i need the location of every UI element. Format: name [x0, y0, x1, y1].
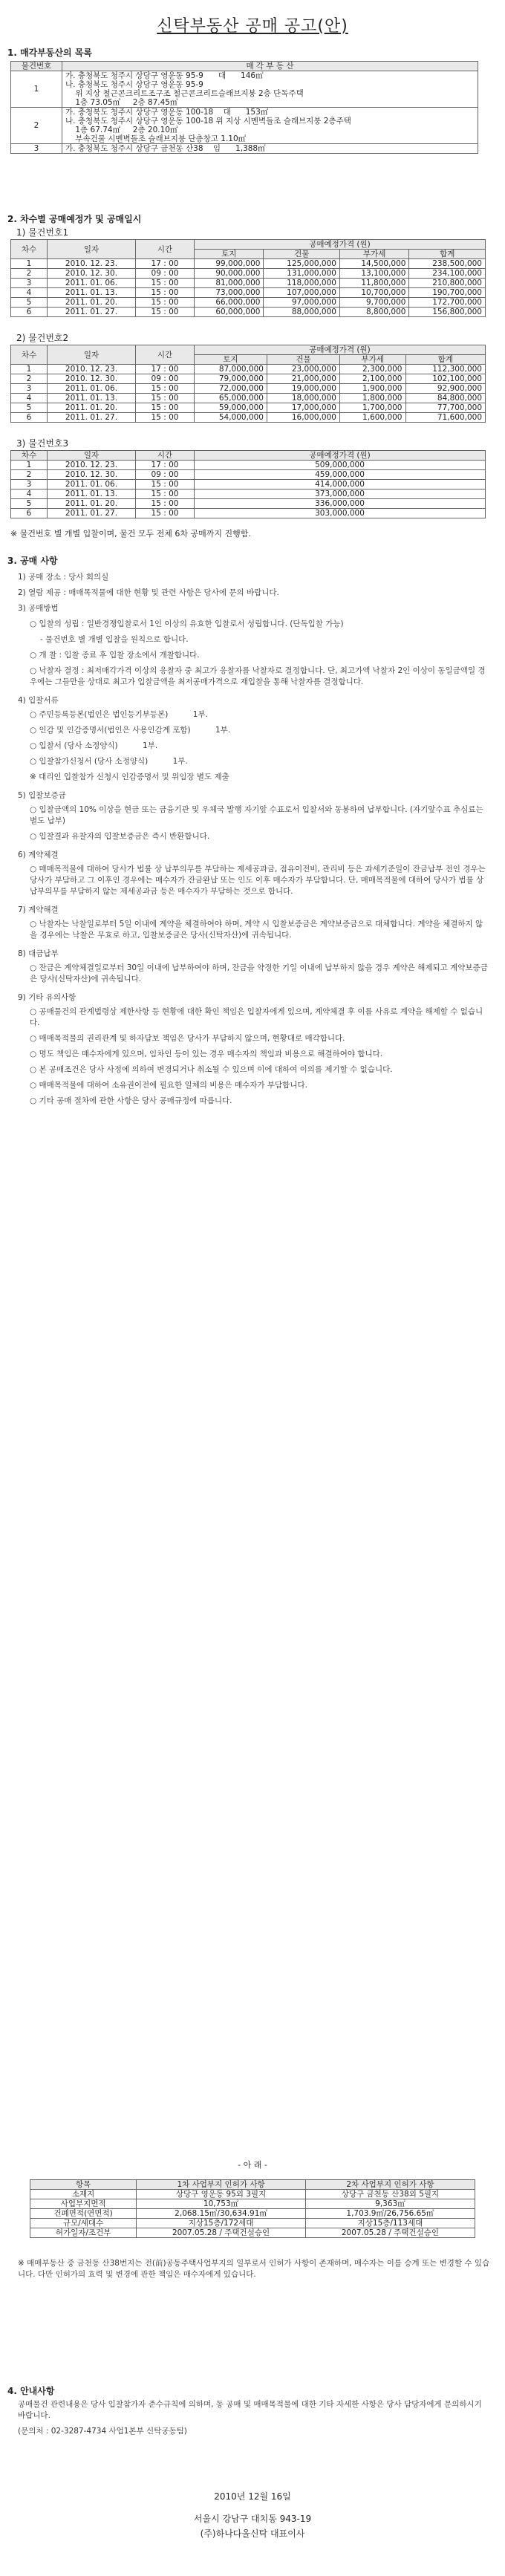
table-cell: 3: [11, 279, 48, 288]
footer-company: (주)하나다올신탁 대표이사: [200, 2528, 305, 2539]
table-head: [11, 240, 486, 259]
table-cell: 102,100,000: [405, 374, 486, 384]
col-header-round: 차수: [11, 345, 48, 365]
table-cell: 1,800,000: [339, 394, 405, 403]
table-cell: 3: [11, 480, 48, 489]
table-body: [11, 461, 486, 518]
s3-item-9: 9) 기타 유의사항: [18, 993, 76, 1002]
table-row: [11, 279, 486, 288]
property-line: 1층 67.74㎡ 2층 20.10㎡: [65, 126, 178, 134]
section-4-body: [18, 2399, 490, 2442]
table-cell: 4: [11, 288, 48, 298]
table-body: [11, 365, 486, 423]
property-line: 가. 충청북도 청주시 상당구 영운동 100-18 대 153㎡: [65, 108, 269, 117]
col-header-sub: 토지: [195, 250, 264, 259]
header-row: [11, 240, 486, 250]
table-cell: 19,000,000: [267, 384, 339, 394]
caution-item: ○ 매매목적물의 권리관계 및 하자담보 책임은 당사가 부담하지 않으며, 현황대로 매각합니다.: [30, 1034, 345, 1043]
table-cell: 77,700,000: [405, 403, 486, 413]
table-cell: 2,300,000: [339, 365, 405, 374]
col-header-sub: 토지: [195, 355, 267, 365]
table-cell: 4: [11, 394, 48, 403]
table-cell: 2011. 01. 06.: [48, 279, 136, 288]
table-cell: 210,800,000: [409, 279, 486, 288]
s3-item-1: 1) 공매 장소 : 당사 회의실: [18, 573, 109, 582]
col-header-round: 차수: [11, 451, 48, 461]
table-cell: 2011. 01. 20.: [48, 499, 136, 509]
table-cell: 2010. 12. 23.: [48, 259, 136, 269]
table-cell: 11,800,000: [339, 279, 408, 288]
table-row: [30, 2219, 475, 2228]
property-line: 가. 충청북도 청주시 상당구 금천동 산38 임 1,388㎡: [65, 144, 266, 153]
property-number: 3: [11, 144, 62, 154]
table-cell: 2011. 01. 06.: [48, 384, 136, 394]
table-cell: 10,753㎡: [137, 2199, 306, 2209]
table-row: [30, 2209, 475, 2219]
col-header-round: 차수: [11, 240, 48, 259]
table-cell: 303,000,000: [195, 509, 486, 518]
table-row: [11, 308, 486, 317]
s3-3a: ○ 입찰의 성립 : 일반경쟁입찰로서 1인 이상의 유효한 입찰로서 성립합니다. (단독입찰 가능): [30, 619, 344, 628]
col-header-date: 일자: [48, 451, 136, 461]
footer-date: 2010년 12월 16일: [214, 2491, 291, 2502]
table-row: [30, 2190, 475, 2199]
s3-6a: ○ 매매목적물에 대하여 당사가 법률 상 납부의무를 부담하는 제세공과금, 점유이전비, 관리비 등은 과세기준일이 잔금납부 전인 경우는 당사가 부담하고 그 이후인 경우에는 매수자가 잔금완납 또는 인도 이후 매수자가 부담합니다. 단, 매매목적물에 대하여 당사가 법률 상 납부의무를 부담하지 않는 제세공과금 등은 매수자가 부담하는 것으로 합니다.: [30, 865, 486, 896]
table-row: [11, 384, 486, 394]
table-cell: 15 : 00: [136, 279, 195, 288]
s3-7a: ○ 낙찰자는 낙찰일로부터 5일 이내에 계약을 체결하여야 하며, 계약 시 입찰보증금은 계약보증금으로 대체합니다. 계약을 체결하지 않을 경우에는 낙찰은 무효로 하고, 입찰보증금은 당사(신탁자산)에 귀속됩니다.: [30, 920, 483, 940]
group-3-label: 3) 물건번호3: [16, 438, 69, 449]
table-cell: 규모/세대수: [30, 2219, 137, 2228]
table-row: [11, 259, 486, 269]
table-cell: 2011. 01. 20.: [48, 403, 136, 413]
property-row: [11, 71, 478, 108]
table-cell: 5: [11, 298, 48, 308]
permit-table: [30, 2179, 475, 2238]
col-header-sub: 부가세: [339, 355, 405, 365]
s3-item-5: 5) 입찰보증금: [18, 791, 66, 800]
property-description: [62, 144, 478, 154]
table-cell: 15 : 00: [136, 413, 195, 423]
header-row: [11, 345, 486, 355]
s3-3b: - 물건번호 별 개별 입찰을 원칙으로 합니다.: [40, 635, 189, 644]
table-cell: 72,000,000: [195, 384, 267, 394]
table-cell: 2010. 12. 30.: [48, 269, 136, 279]
table-cell: 09 : 00: [136, 374, 195, 384]
s3-3c: ○ 개 찰 : 입찰 종료 후 입찰 장소에서 개찰합니다.: [30, 651, 200, 660]
table-cell: 2011. 01. 06.: [48, 480, 136, 489]
table-cell: 6: [11, 413, 48, 423]
section-2-note: ※ 물건번호 별 개별 입찰이며, 물건 모두 전체 6차 공매까지 진행함.: [10, 529, 251, 539]
table-cell: 107,000,000: [264, 288, 340, 298]
table-row: [11, 394, 486, 403]
s3-item-8: 8) 대금납부: [18, 949, 59, 958]
table-cell: 6: [11, 308, 48, 317]
table-cell: 소재지: [30, 2190, 137, 2199]
col-header-date: 일자: [48, 240, 136, 259]
section-3-heading: 3. 공매 사항: [7, 556, 58, 566]
table-cell: 125,000,000: [264, 259, 340, 269]
table-cell: 17 : 00: [136, 461, 195, 470]
table-cell: 지상15층/172세대: [137, 2219, 306, 2228]
section-3-note: ※ 매매부동산 중 금천동 산38번지는 전(前)공동주택사업부지의 일부로서 인허가 사항이 존재하며, 매수자는 이를 승계 또는 변경할 수 있습니다. 다만 인허가의 효력 및 변경에 관한 책임은 매수자에게 있습니다.: [18, 2259, 490, 2279]
table-cell: 92,900,000: [405, 384, 486, 394]
approx-label: - 아 래 -: [238, 2160, 267, 2170]
table-cell: 2010. 12. 23.: [48, 461, 136, 470]
caution-item: ○ 본 공매조건은 당사 사정에 의하여 변경되거나 취소될 수 있으며 이에 대하여 이의를 제기할 수 없습니다.: [30, 1065, 393, 1074]
table-row: [11, 269, 486, 279]
table-cell: 09 : 00: [136, 470, 195, 480]
table-cell: 15 : 00: [136, 308, 195, 317]
table-cell: 112,300,000: [405, 365, 486, 374]
property-line: 나. 충청북도 청주시 상당구 영운동 95-9: [65, 80, 203, 89]
table-cell: 2011. 01. 27.: [48, 413, 136, 423]
caution-item: ○ 기타 공매 절차에 관한 사항은 당사 공매규정에 따릅니다.: [30, 1096, 232, 1105]
table-cell: 2011. 01. 27.: [48, 509, 136, 518]
table-cell: 상당구 금천동 산38외 5필지: [305, 2190, 475, 2199]
table-row: [30, 2199, 475, 2209]
col-header-sub: 건물: [267, 355, 339, 365]
table-row: [11, 288, 486, 298]
table-cell: 73,000,000: [195, 288, 264, 298]
s3-5a: ○ 입찰금액의 10% 이상을 현금 또는 금융기관 및 우체국 발행 자기앞 수표로서 입찰서와 동봉하여 납부합니다. (자기앞수표 추심료는 별도 납부): [30, 805, 483, 825]
s3-4-note: ※ 대리인 입찰참가 신청시 인감증명서 및 위임장 별도 제출: [30, 773, 229, 781]
table-cell: 131,000,000: [264, 269, 340, 279]
property-description: [62, 108, 478, 144]
table-cell: 238,500,000: [409, 259, 486, 269]
col-header-date: 일자: [48, 345, 136, 365]
s3-item-6: 6) 계약체결: [18, 850, 59, 859]
table-cell: 79,000,000: [195, 374, 267, 384]
table-cell: 15 : 00: [136, 499, 195, 509]
table-cell: 336,000,000: [195, 499, 486, 509]
table-cell: 2010. 12. 30.: [48, 470, 136, 480]
header-row: [30, 2180, 475, 2190]
group-2-label: 2) 물건번호2: [16, 333, 69, 343]
property-line: 위 지상 철근콘크리트조구조 철근콘크리트슬래브지붕 2층 단독주택: [65, 89, 304, 98]
table-cell: 459,000,000: [195, 470, 486, 480]
property-line: 1층 73.05㎡ 2층 87.45㎡: [65, 98, 178, 107]
table-cell: 9,700,000: [339, 298, 408, 308]
table-cell: 84,800,000: [405, 394, 486, 403]
table-cell: 4: [11, 489, 48, 499]
table-cell: 1: [11, 259, 48, 269]
table-cell: 6: [11, 509, 48, 518]
table-cell: 5: [11, 403, 48, 413]
property-line: 부속건물 시멘벽돌조 슬래브지붕 단층창고 1.10㎡: [65, 134, 247, 143]
col-header-sub: 합계: [405, 355, 486, 365]
footer-address: 서울시 강남구 대치동 943-19: [193, 2514, 312, 2524]
table-cell: 15 : 00: [136, 509, 195, 518]
table-cell: 13,100,000: [339, 269, 408, 279]
table-cell: 10,700,000: [339, 288, 408, 298]
table-cell: 사업부지면적: [30, 2199, 137, 2209]
table-cell: 건폐면적(연면적): [30, 2209, 137, 2219]
table-row: [11, 298, 486, 308]
table-cell: 8,800,000: [339, 308, 408, 317]
table-cell: 1,700,000: [339, 403, 405, 413]
table-cell: 지상15층/113세대: [305, 2219, 475, 2228]
s3-item-3: 3) 공매방법: [18, 604, 59, 613]
price-table-3: [10, 450, 486, 518]
table-cell: 2010. 12. 23.: [48, 365, 136, 374]
caution-item: ○ 명도 책임은 매수자에게 있으며, 임차인 등이 있는 경우 매수자의 책임과 비용으로 해결하여야 합니다.: [30, 1050, 383, 1058]
table-head: [30, 2180, 475, 2190]
table-cell: 2011. 01. 13.: [48, 394, 136, 403]
col-header-sub: 건물: [264, 250, 340, 259]
table-cell: 59,000,000: [195, 403, 267, 413]
col-header: 물건번호: [11, 62, 62, 71]
col-header-time: 시간: [136, 345, 195, 365]
s3-item-7: 7) 계약해결: [18, 905, 59, 914]
table-cell: 414,000,000: [195, 480, 486, 489]
s3-item-2: 2) 열람 제공 : 매매목적물에 대한 현황 및 관련 사항은 당사에 문의 바랍니다.: [18, 588, 279, 597]
table-cell: 1,600,000: [339, 413, 405, 423]
table-head: [11, 345, 486, 365]
section-2-heading: 2. 차수별 공매예정가 및 공매일시: [7, 214, 142, 224]
col-header: 2차 사업부지 인허가 사항: [305, 2180, 475, 2190]
s4-contact: (문의처 : 02-3287-4734 사업1본부 신탁공동팀): [18, 2427, 187, 2436]
table-cell: 21,000,000: [267, 374, 339, 384]
table-cell: 60,000,000: [195, 308, 264, 317]
table-cell: 2011. 01. 13.: [48, 288, 136, 298]
table-row: [11, 489, 486, 499]
col-header-time: 시간: [136, 240, 195, 259]
property-list-table: [10, 61, 478, 154]
table-cell: 2010. 12. 30.: [48, 374, 136, 384]
header-row: [11, 451, 486, 461]
table-cell: 17,000,000: [267, 403, 339, 413]
table-cell: 14,500,000: [339, 259, 408, 269]
table-cell: 118,000,000: [264, 279, 340, 288]
table-cell: 71,600,000: [405, 413, 486, 423]
property-number: 1: [11, 71, 62, 108]
table-cell: 87,000,000: [195, 365, 267, 374]
table-cell: 2007.05.28 / 주택건설승인: [137, 2228, 306, 2238]
col-header: 1차 사업부지 인허가 사항: [137, 2180, 306, 2190]
table-cell: 2011. 01. 27.: [48, 308, 136, 317]
table-cell: 3: [11, 384, 48, 394]
table-row: [11, 413, 486, 423]
table-cell: 17 : 00: [136, 365, 195, 374]
property-number: 2: [11, 108, 62, 144]
table-cell: 2: [11, 470, 48, 480]
table-row: [11, 499, 486, 509]
table-row: [11, 470, 486, 480]
table-cell: 99,000,000: [195, 259, 264, 269]
s3-8a: ○ 잔금은 계약체결일로부터 30일 이내에 납부하여야 하며, 잔금을 약정한 기일 이내에 납부하지 않을 경우 계약은 해제되고 계약보증금은 당사(신탁자산)에 귀속됩니다.: [30, 963, 488, 983]
table-cell: 1,703.9㎡/26,756.65㎡: [305, 2209, 475, 2219]
s3-item-4: 4) 입찰서류: [18, 696, 59, 705]
table-cell: 15 : 00: [136, 384, 195, 394]
table-cell: 65,000,000: [195, 394, 267, 403]
table-body: [11, 259, 486, 317]
table-body: [30, 2190, 475, 2238]
page-title: 신탁부동산 공매 공고(안): [157, 17, 348, 36]
property-line: 가. 충청북도 청주시 상당구 영운동 95-9 대 146㎡: [65, 71, 264, 80]
table-cell: 허가일자/조건부: [30, 2228, 137, 2238]
table-row: [11, 461, 486, 470]
table-cell: 2007.05.28 / 주택건설승인: [305, 2228, 475, 2238]
price-table-2: [10, 345, 486, 423]
price-table-1: [10, 239, 486, 317]
table-cell: 373,000,000: [195, 489, 486, 499]
document-item: ○ 입찰참가신청서 (당사 소정양식) 1부.: [30, 757, 188, 766]
document-item: ○ 주민등록등본(법인은 법인등기부등본) 1부.: [30, 710, 208, 719]
table-head: [11, 451, 486, 461]
table-cell: 1: [11, 461, 48, 470]
table-cell: 156,800,000: [409, 308, 486, 317]
table-cell: 2,068.15㎡/30,634.91㎡: [137, 2209, 306, 2219]
property-line: 나. 충청북도 청주시 상당구 영운동 100-18 위 지상 시멘벽돌조 슬래브지붕 2층주택: [65, 117, 351, 126]
table-cell: 상당구 영운동 95외 3필지: [137, 2190, 306, 2199]
table-cell: 16,000,000: [267, 413, 339, 423]
table-cell: 234,100,000: [409, 269, 486, 279]
table-row: [11, 403, 486, 413]
table-cell: 2011. 01. 13.: [48, 489, 136, 499]
col-header-sub: 합계: [409, 250, 486, 259]
table-cell: 15 : 00: [136, 288, 195, 298]
table-row: [11, 509, 486, 518]
table-cell: 18,000,000: [267, 394, 339, 403]
table-cell: 2011. 01. 20.: [48, 298, 136, 308]
table-cell: 15 : 00: [136, 394, 195, 403]
table-cell: 172,700,000: [409, 298, 486, 308]
table-cell: 54,000,000: [195, 413, 267, 423]
caution-item: ○ 공매물건의 관계법령상 제한사항 등 현황에 대한 확인 책임은 입찰자에게 있으며, 계약체결 후 이를 사유로 계약을 해제할 수 없습니다.: [30, 1007, 483, 1027]
property-row: [11, 144, 478, 154]
col-header-time: 시간: [136, 451, 195, 461]
caution-item: ○ 매매목적물에 대하여 소유권이전에 필요한 일체의 비용은 매수자가 부담합니다.: [30, 1081, 307, 1090]
table-cell: 9,363㎡: [305, 2199, 475, 2209]
document-item: ○ 인감 및 인감증명서(법인은 사용인감계 포함) 1부.: [30, 726, 231, 735]
document-item: ○ 입찰서 (당사 소정양식) 1부.: [30, 741, 158, 750]
table-cell: 1,900,000: [339, 384, 405, 394]
table-cell: 17 : 00: [136, 259, 195, 269]
table-cell: 88,000,000: [264, 308, 340, 317]
table-cell: 15 : 00: [136, 403, 195, 413]
table-cell: 15 : 00: [136, 480, 195, 489]
table-row: [30, 2228, 475, 2238]
section-3-body: [18, 572, 490, 1111]
table-cell: 2: [11, 374, 48, 384]
col-header: 매 각 부 동 산: [62, 62, 478, 71]
table-row: [11, 365, 486, 374]
table-cell: 90,000,000: [195, 269, 264, 279]
table-cell: 15 : 00: [136, 489, 195, 499]
col-header-sub: 부가세: [339, 250, 408, 259]
s3-3d: ○ 낙찰자 결정 : 최저매각가격 이상의 응찰자 중 최고가 응찰자를 낙찰자로 결정합니다. 단, 최고가액 낙찰자 2인 이상이 동일금액일 경우에는 그들만을 상대로 최고가 입찰금액을 최저공매가격으로 재입찰을 통해 낙찰자를 결정합니다.: [30, 666, 486, 686]
group-1-label: 1) 물건번호1: [16, 227, 69, 238]
table-cell: 2,100,000: [339, 374, 405, 384]
table-cell: 509,000,000: [195, 461, 486, 470]
property-description: [62, 71, 478, 108]
section-4-heading: 4. 안내사항: [7, 2386, 55, 2396]
table-cell: 1: [11, 365, 48, 374]
table-cell: 97,000,000: [264, 298, 340, 308]
col-header: 항목: [30, 2180, 137, 2190]
s3-5b: ○ 입찰결과 유찰자의 입찰보증금은 즉시 반환합니다.: [30, 832, 210, 841]
section-1-heading: 1. 매각부동산의 목록: [7, 48, 93, 58]
table-row: [11, 480, 486, 489]
table-cell: 2: [11, 269, 48, 279]
table-cell: 190,700,000: [409, 288, 486, 298]
table-cell: 5: [11, 499, 48, 509]
table-cell: 15 : 00: [136, 298, 195, 308]
col-header-price: 공매예정가격 (원): [195, 345, 486, 355]
table-cell: 09 : 00: [136, 269, 195, 279]
s4-text: 공매물건 관련내용은 당사 입찰참가자 준수규칙에 의하며, 동 공매 및 매매목적물에 대한 기타 자세한 사항은 당사 담당자에게 문의하시기 바랍니다.: [18, 2400, 482, 2420]
table-cell: 81,000,000: [195, 279, 264, 288]
table-cell: 66,000,000: [195, 298, 264, 308]
table-row: [11, 374, 486, 384]
table-cell: 23,000,000: [267, 365, 339, 374]
col-header-price: 공매예정가격 (원): [195, 240, 486, 250]
col-header-price: 공매예정가격 (원): [195, 451, 486, 461]
property-row: [11, 108, 478, 144]
